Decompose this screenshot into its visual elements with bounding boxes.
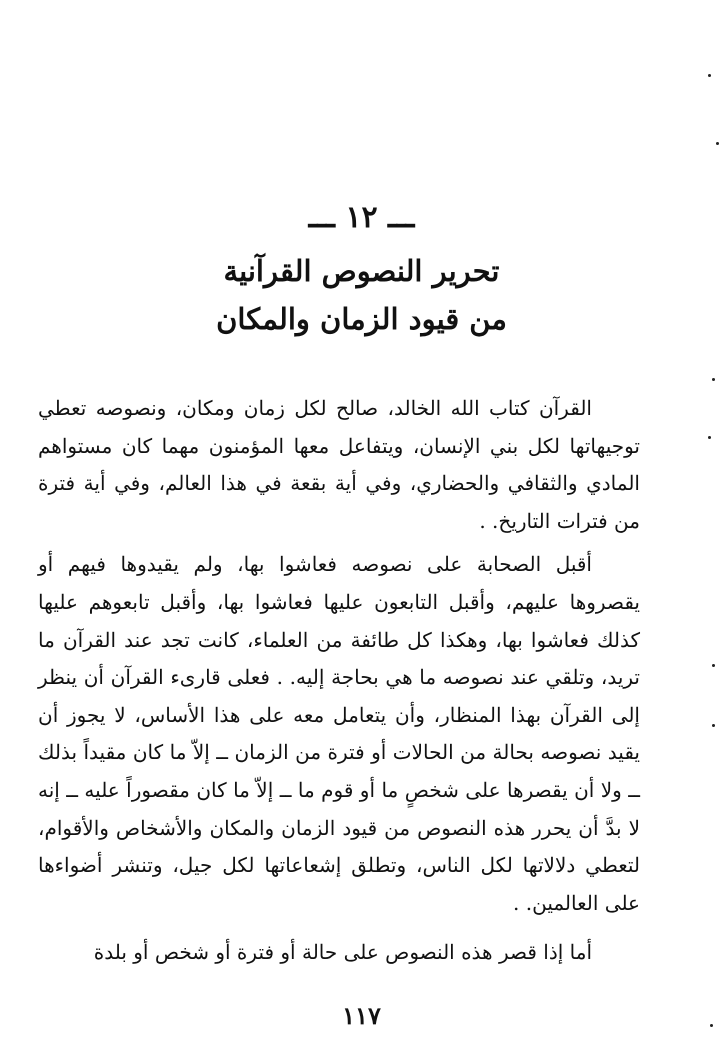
chapter-title-line-2: من قيود الزمان والمكان [216, 302, 507, 336]
chapter-title-line-1: تحرير النصوص القرآنية [223, 254, 500, 288]
paragraph-2: أقبل الصحابة على نصوصه فعاشوا بها، ولم يقيدوها فيهم أو يقصروها عليهم، وأقبل التابعون عليها فعاشوا بها، وأقبل تابعوهم عليها كذلك فعاشوا بها، وهكذا كل طائفة من العلماء، كانت تجد عند القرآن ما تريد، وتلقي عند نصوصه ما هي بحاجة إليه. . فعلى قارىء القرآن أن ينظر إلى القرآن بهذا المنظار، وأن يتعامل معه على هذا الأساس، لا يجوز أن يقيد نصوصه بحالة من الحالات أو فترة من الزمان ــ إلاّ ما كان مقيداً بذلك ــ ولا أن يقصرها على شخصٍ ما أو قوم ما ــ إلاّ ما كان مقصوراً عليه ــ إنه لا بدَّ أن يحرر هذه النصوص من قيود الزمان والمكان والأشخاص والأقوام، لتعطي دلالاتها لكل الناس، وتطلق إشعاعاتها لكل جيل، وتنشر أضواءها على العالمين. . [38, 552, 640, 915]
scan-speck [712, 724, 715, 727]
page-number: ١١٧ [342, 1001, 381, 1030]
scan-speck [710, 1024, 713, 1027]
chapter-number: ـــ ١٢ ـــ [308, 200, 415, 235]
body-text [38, 390, 640, 972]
paragraph-1: القرآن كتاب الله الخالد، صالح لكل زمان ومكان، ونصوصه تعطي توجيهاتها لكل بني الإنسان، ويتفاعل معها المؤمنون مهما كان مستواهم المادي والثقافي والحضاري، وفي أية بقعة في هذا العالم، وفي أية فترة من فترات التاريخ. . [38, 396, 640, 533]
scan-speck [716, 142, 719, 145]
scan-speck [708, 74, 711, 77]
scan-speck [712, 378, 715, 381]
scan-speck [712, 664, 715, 667]
paragraph-3: أما إذا قصر هذه النصوص على حالة أو فترة أو شخص أو بلدة [93, 940, 592, 965]
scan-speck [708, 436, 711, 439]
